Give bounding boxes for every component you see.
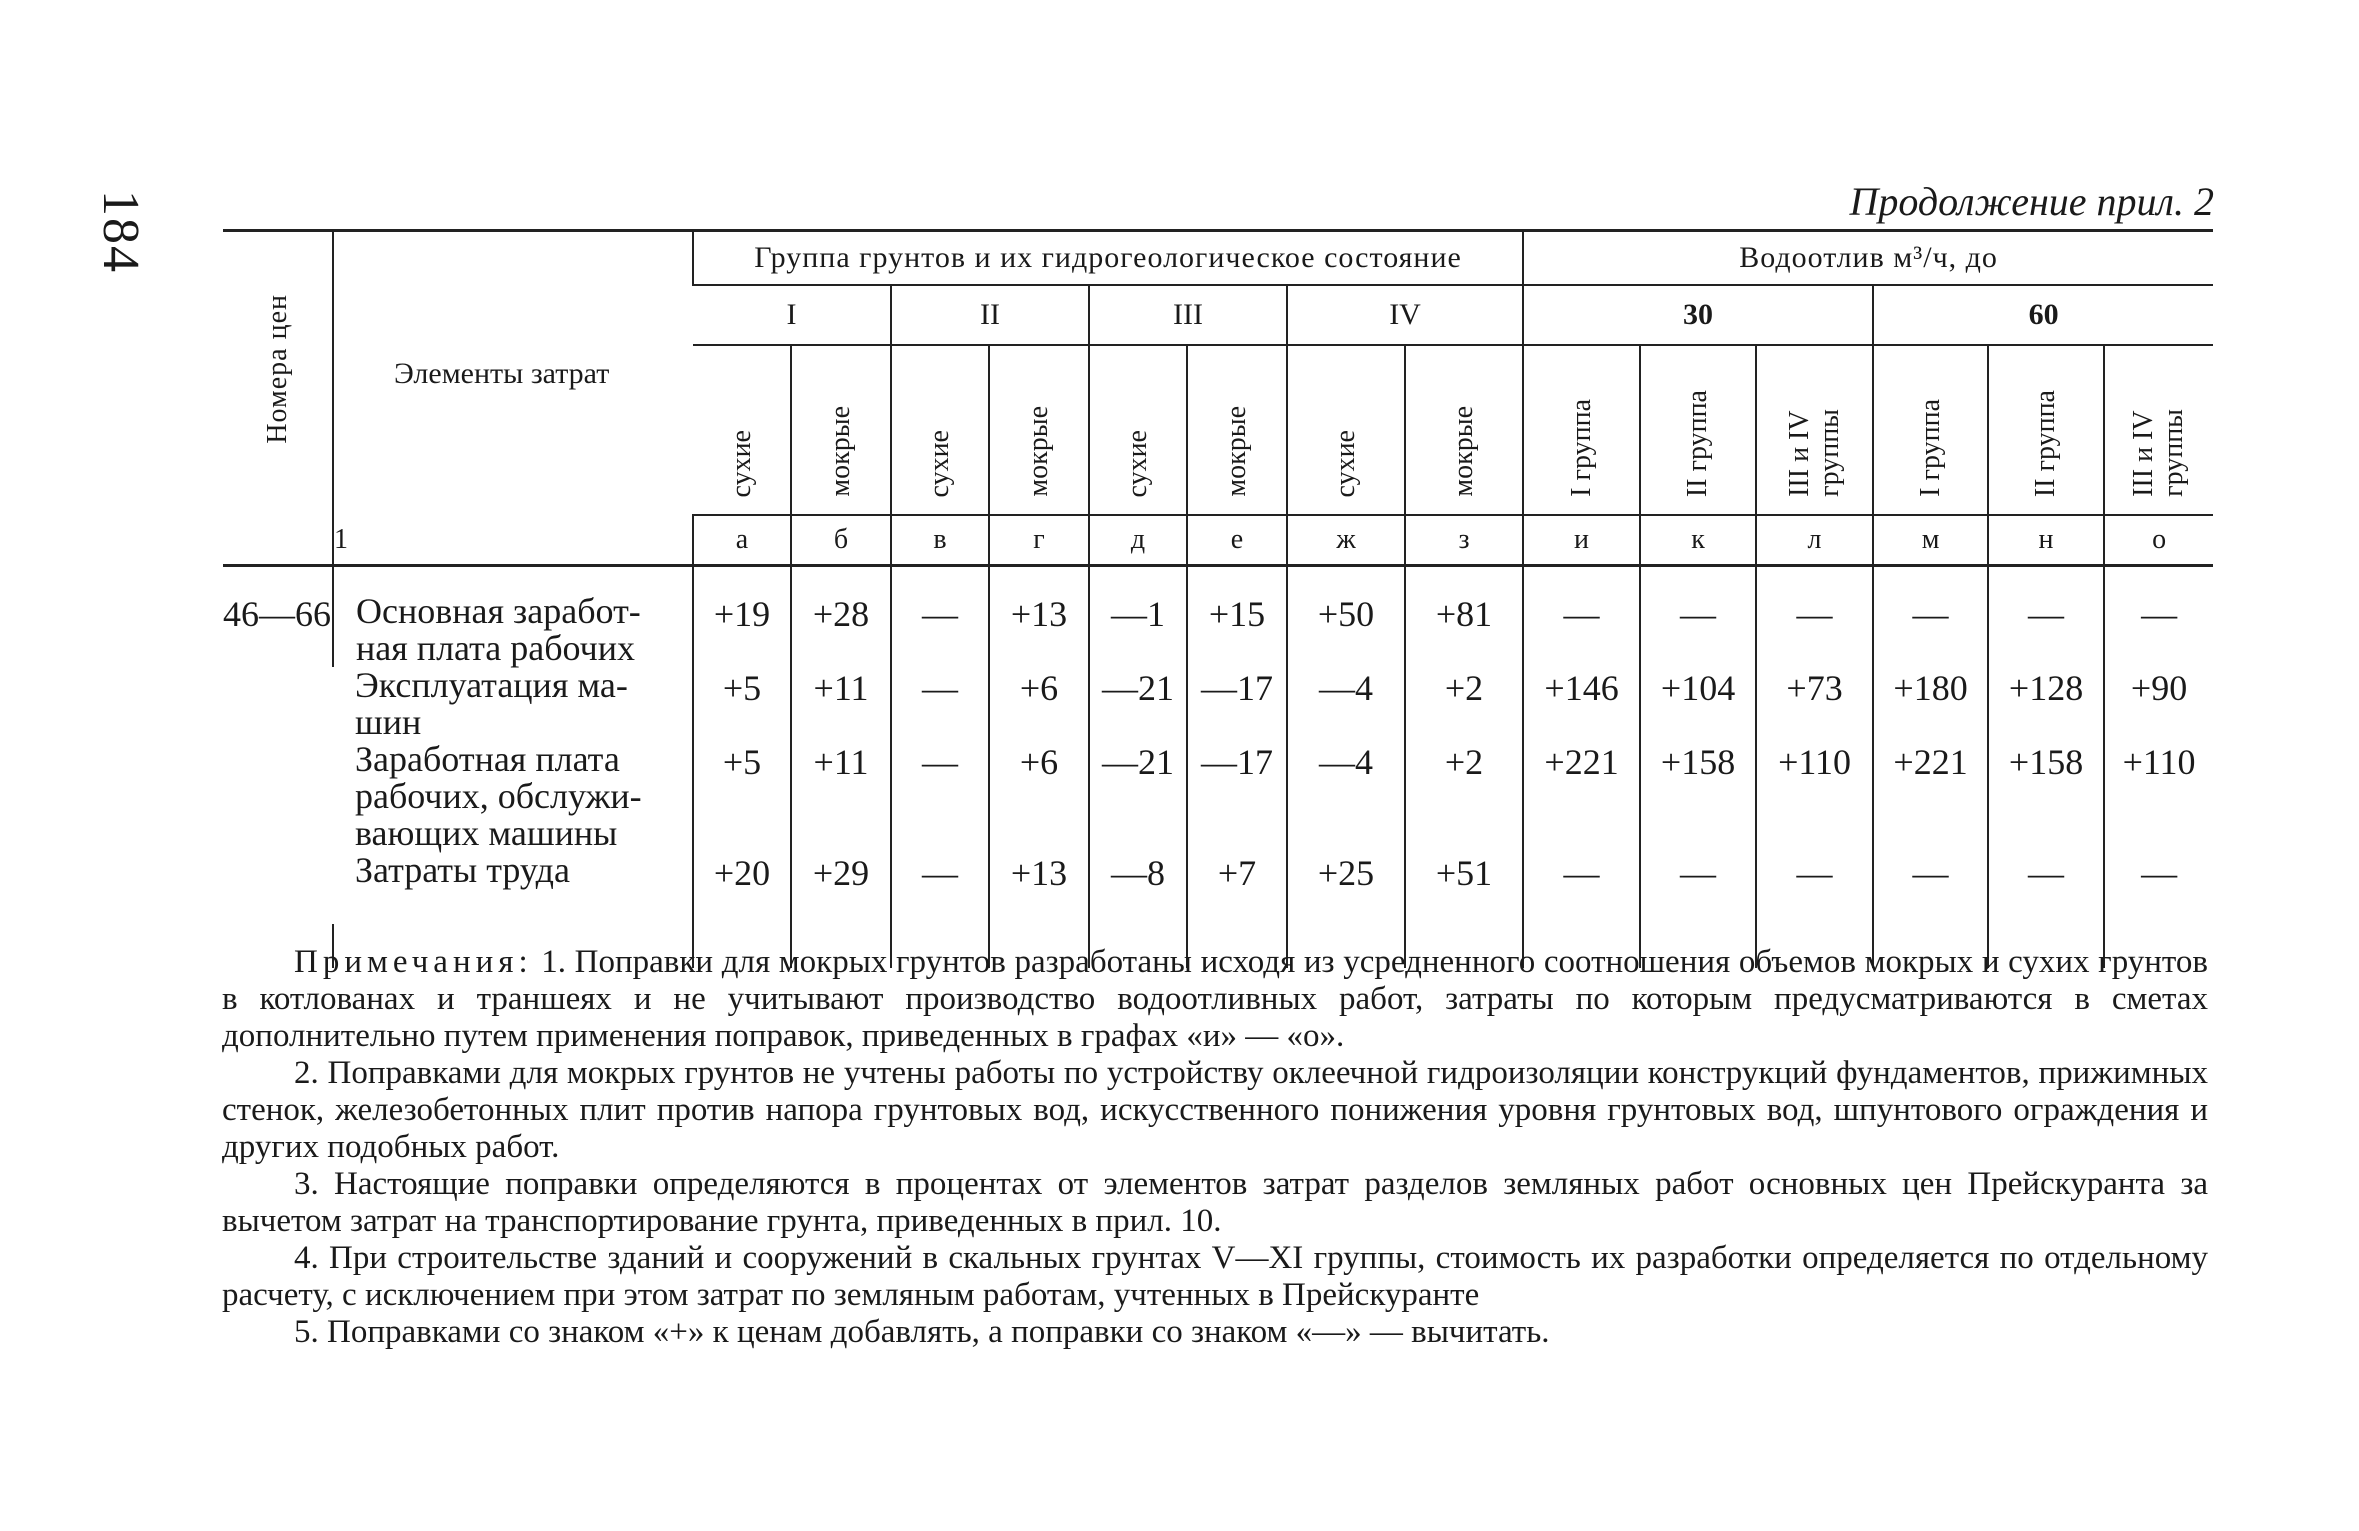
table-cell: —: [891, 593, 989, 667]
note-4: 4. При строительстве зданий и сооружений в скальных грунтах V—XI группы, стоимость их разработки определяется по отдельному расчету, с исключением при этом затрат по земляным работам, учтенных в Прейскуранте: [222, 1240, 2208, 1313]
page-number: 184: [92, 190, 149, 274]
column-letter: к: [1640, 515, 1756, 566]
table-cell: —: [891, 667, 989, 741]
note-2: 2. Поправками для мокрых грунтов не учтены работы по устройству оклеечной гидроизоляции конструкций фундаментов, прижимных стенок, железобетонных плит против напора грунтовых вод, искусственного понижения уровня грунтовых вод, шпунтового ограждения и других подобных работ.: [222, 1055, 2208, 1165]
table-cell: —: [1988, 593, 2104, 667]
column-letter: м: [1873, 515, 1988, 566]
table-row: [223, 741, 2213, 852]
row-label: Заработная плата рабочих, обслужи- вающих машины: [355, 739, 642, 853]
col-header-cost-elements: Элементы затрат: [333, 231, 693, 516]
column-letter-row: [223, 515, 2213, 566]
column-letter: в: [891, 515, 989, 566]
table-cell: —17: [1187, 667, 1287, 741]
table-cell: —: [2104, 593, 2213, 667]
table-cell: +5: [693, 667, 791, 741]
notes-block: [222, 944, 2208, 1351]
table-cell: +81: [1405, 593, 1523, 667]
column-letter: з: [1405, 515, 1523, 566]
table-row: [223, 593, 2213, 667]
table-cell: —21: [1089, 741, 1187, 852]
table-cell: —1: [1089, 593, 1187, 667]
drainage-level-60: 60: [1873, 285, 2213, 345]
notes-title: Примечания:: [294, 944, 533, 980]
table-cell: —: [1640, 593, 1756, 667]
table-cell: +50: [1287, 593, 1405, 667]
table-cell: +51: [1405, 852, 1523, 924]
continuation-label: Продолжение прил. 2: [1849, 179, 2214, 224]
soil-state-header: мокрые: [1187, 345, 1287, 515]
soil-state-header: сухие: [1089, 345, 1187, 515]
column-letter: б: [791, 515, 891, 566]
table-cell: +13: [989, 593, 1089, 667]
table-cell: +110: [2104, 741, 2213, 852]
column-letter: д: [1089, 515, 1187, 566]
table-cell: +6: [989, 741, 1089, 852]
table-row: [223, 667, 2213, 741]
soil-group-iii: III: [1089, 285, 1287, 345]
table-cell: +28: [791, 593, 891, 667]
column-letter: а: [693, 515, 791, 566]
table-cell: —: [1523, 852, 1640, 924]
table-cell: +15: [1187, 593, 1287, 667]
table-cell: —: [891, 741, 989, 852]
price-adjustment-table: [223, 229, 2213, 968]
drainage-group-header: I группа: [1873, 345, 1988, 515]
table-cell: +221: [1523, 741, 1640, 852]
note-3: 3. Настоящие поправки определяются в процентах от элементов затрат разделов земляных работ основных цен Прейскуранта за вычетом затрат на транспортирование грунта, приведенных в прил. 10.: [222, 1166, 2208, 1239]
table-cell: —: [2104, 852, 2213, 924]
table-cell: +7: [1187, 852, 1287, 924]
table-cell: —8: [1089, 852, 1187, 924]
column-letter: 1: [333, 515, 693, 566]
table-cell: +6: [989, 667, 1089, 741]
soil-state-header: сухие: [1287, 345, 1405, 515]
table-cell: +158: [1988, 741, 2104, 852]
note-5: 5. Поправками со знаком «+» к ценам добавлять, а поправки со знаком «—» — вычитать.: [294, 1314, 1550, 1350]
table-cell: +29: [791, 852, 891, 924]
soil-state-header: мокрые: [989, 345, 1089, 515]
table-cell: +11: [791, 741, 891, 852]
table-cell: +13: [989, 852, 1089, 924]
table-cell: —21: [1089, 667, 1187, 741]
table-cell: —: [1756, 593, 1873, 667]
row-label: Затраты труда: [355, 850, 570, 890]
table-cell: +73: [1756, 667, 1873, 741]
drainage-group-header: III и IV группы: [1756, 345, 1873, 515]
table-cell: —: [891, 852, 989, 924]
table-cell: —: [1873, 593, 1988, 667]
table-cell: —: [1523, 593, 1640, 667]
soil-group-ii: II: [891, 285, 1089, 345]
table-cell: +158: [1640, 741, 1756, 852]
table-cell: +146: [1523, 667, 1640, 741]
table-cell: —: [1873, 852, 1988, 924]
col-header-price-numbers: Номера цен: [223, 231, 333, 516]
table-cell: +20: [693, 852, 791, 924]
column-letter: е: [1187, 515, 1287, 566]
column-letter: о: [2104, 515, 2213, 566]
column-letter: ж: [1287, 515, 1405, 566]
column-letter: н: [1988, 515, 2104, 566]
table-cell: +180: [1873, 667, 1988, 741]
table-cell: +25: [1287, 852, 1405, 924]
column-letter: [223, 515, 333, 566]
note-1: Примечания: 1. Поправки для мокрых грунтов разработаны исходя из усредненного соотношения объемов мокрых и сухих грунтов в котлованах и траншеях и не учитывают производство водоотливных работ, затраты по которым предусматриваются в сметах дополнительно путем применения поправок, приведенных в графах «и» — «о».: [222, 944, 2208, 1054]
table-cell: —: [1640, 852, 1756, 924]
table-cell: +128: [1988, 667, 2104, 741]
table-cell: —17: [1187, 741, 1287, 852]
drainage-level-30: 30: [1523, 285, 1873, 345]
table-cell: +19: [693, 593, 791, 667]
table-row: [223, 852, 2213, 924]
soil-state-header: сухие: [891, 345, 989, 515]
price-range: 46—66: [223, 594, 331, 634]
row-label: Эксплуатация ма- шин: [355, 665, 628, 742]
soil-state-header: сухие: [693, 345, 791, 515]
table-cell: —4: [1287, 667, 1405, 741]
drainage-group-header: I группа: [1523, 345, 1640, 515]
soil-group-header: Группа грунтов и их гидрогеологическое состояние: [693, 231, 1523, 286]
soil-group-i: I: [693, 285, 891, 345]
table-cell: —: [1988, 852, 2104, 924]
table-cell: +5: [693, 741, 791, 852]
soil-state-header: мокрые: [1405, 345, 1523, 515]
table-cell: +104: [1640, 667, 1756, 741]
drainage-group-header: III и IV группы: [2104, 345, 2213, 515]
table-cell: —4: [1287, 741, 1405, 852]
soil-group-iv: IV: [1287, 285, 1523, 345]
column-letter: л: [1756, 515, 1873, 566]
drainage-group-header: II группа: [1988, 345, 2104, 515]
column-letter: г: [989, 515, 1089, 566]
table-cell: +221: [1873, 741, 1988, 852]
table-cell: +2: [1405, 667, 1523, 741]
column-letter: и: [1523, 515, 1640, 566]
table-cell: —: [1756, 852, 1873, 924]
drainage-header: Водоотлив м³/ч, до: [1523, 231, 2213, 286]
table-cell: +2: [1405, 741, 1523, 852]
table-cell: +11: [791, 667, 891, 741]
table-cell: +90: [2104, 667, 2213, 741]
soil-state-header: мокрые: [791, 345, 891, 515]
drainage-group-header: II группа: [1640, 345, 1756, 515]
row-label: Основная заработ- ная плата рабочих: [333, 593, 693, 667]
table-cell: +110: [1756, 741, 1873, 852]
